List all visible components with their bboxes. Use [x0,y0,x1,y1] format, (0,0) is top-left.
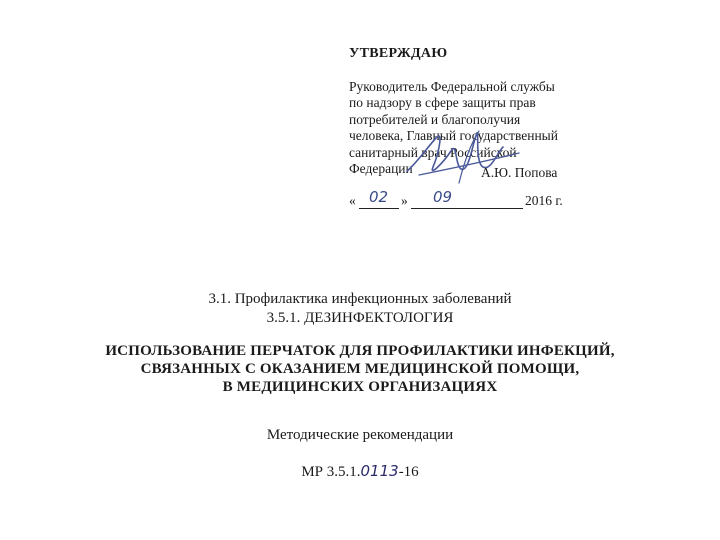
doc-title-line-3: В МЕДИЦИНСКИХ ОРГАНИЗАЦИЯХ [222,379,498,395]
approval-line: потребителей и благополучия [349,111,521,127]
doc-number [0,462,720,481]
doc-number-handwritten: 0113 [360,462,399,480]
approval-block [349,46,599,211]
doc-kind: Методические рекомендации [266,427,454,443]
approval-line: санитарный врач Российской [349,144,517,160]
section-line-2: 3.5.1. ДЕЗИНФЕКТОЛОГИЯ [266,310,454,326]
signature-row [349,161,599,183]
signer-name: А.Ю. Попова [481,165,558,180]
approval-line: Федерации [349,161,413,176]
date-open-quote: « [349,193,356,208]
date-year: 2016 г. [525,193,563,208]
approval-date [349,188,599,211]
approval-line: человека, Главный государственный [349,128,558,143]
doc-number-prefix: МР 3.5.1. [301,464,361,480]
approval-line: по надзору в сфере защиты прав [349,95,536,110]
date-month: 09 [433,188,453,206]
section-line-1: 3.1. Профилактика инфекционных заболеваний [208,291,512,307]
doc-title-line-2: СВЯЗАННЫХ С ОКАЗАНИЕМ МЕДИЦИНСКОЙ ПОМОЩИ, [140,361,580,377]
date-close-quote: » [401,193,408,208]
date-day: 02 [369,188,389,206]
doc-number-suffix: -16 [398,464,419,480]
approval-line: Руководитель Федеральной службы [349,78,555,94]
approval-heading: УТВЕРЖДАЮ [349,46,448,61]
doc-title-line-1: ИСПОЛЬЗОВАНИЕ ПЕРЧАТОК ДЛЯ ПРОФИЛАКТИКИ ИНФЕКЦИЙ, [105,343,615,359]
